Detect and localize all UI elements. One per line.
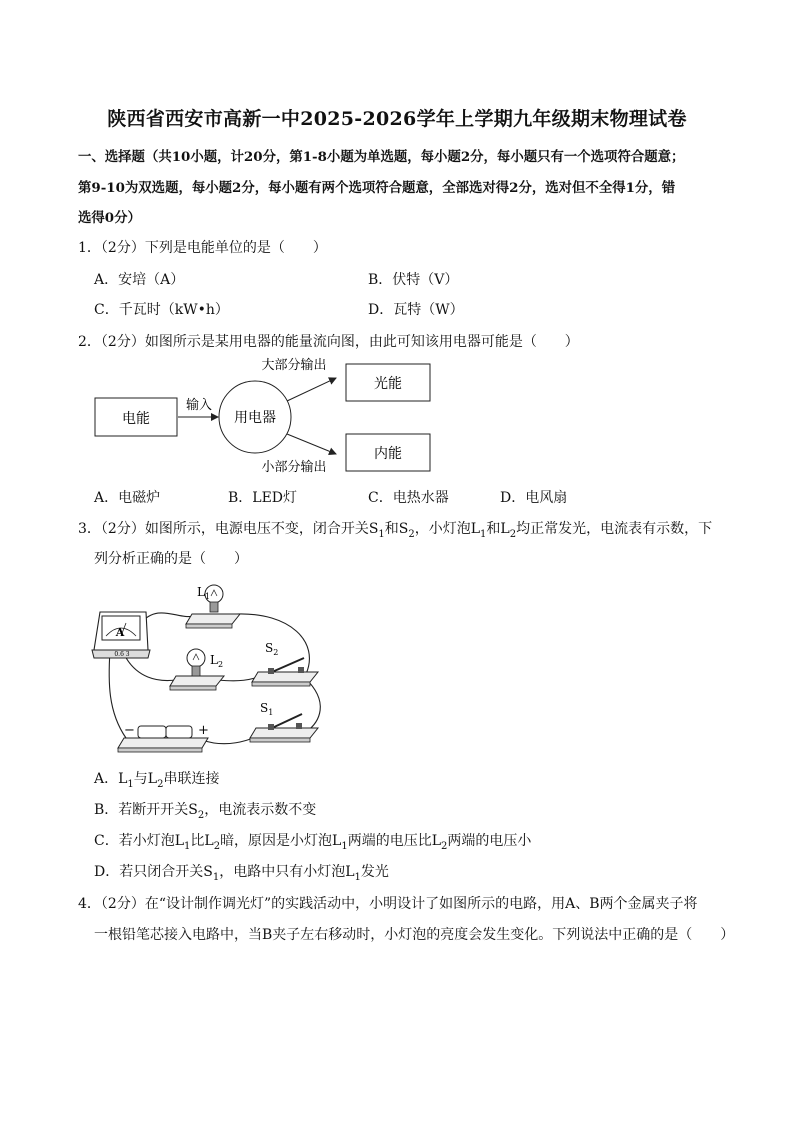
lamp-2-label: $L_2$ (210, 653, 224, 669)
question-1-option-c: C．千瓦时（kW•h） (94, 302, 229, 318)
question-2-option-d: D．电风扇 (500, 490, 568, 506)
wire-ammeter-lamp1 (140, 613, 194, 624)
top-output-arrow (287, 378, 336, 401)
question-3-stem-line-2: 列分析正确的是（ ） (94, 551, 248, 567)
switch-1-label: $S_1$ (260, 701, 274, 717)
switch-2-label: $S_2$ (265, 641, 279, 657)
question-2-option-a: A．电磁炉 (94, 490, 161, 506)
battery (118, 723, 209, 752)
light-energy-label: 光能 (374, 376, 402, 392)
battery-plus: + (198, 723, 209, 738)
bottom-output-arrow (287, 434, 336, 454)
question-1-option-d: D．瓦特（W） (368, 302, 464, 318)
section-header-line-2: 第9-10为双选题，每小题2分，每小题有两个选项符合题意，全部选对得2分，选对但不全得1分，错 (78, 180, 676, 196)
ammeter-letter: A (115, 626, 125, 639)
exam-title: 陕西省西安市高新一中2025-2026学年上学期九年级期末物理试卷 (107, 108, 687, 130)
energy-flow-diagram (0, 348, 794, 480)
bottom-output-label: 小部分输出 (261, 460, 327, 475)
question-2-option-c: C．电热水器 (368, 490, 449, 506)
lamp-1 (186, 585, 240, 628)
question-1-stem: 1．（2分）下列是电能单位的是（ ） (78, 240, 327, 256)
question-3-stem: 3．（2分）如图所示，电源电压不变，闭合开关$S_1$和$S_2$，小灯泡$L_1$和$L_2$均正常发光，电流表有示数，下 (78, 521, 713, 540)
heat-energy-label: 内能 (374, 446, 402, 462)
question-4-stem-line-2: 一根铅笔芯接入电路中，当B夹子左右移动时，小灯泡的亮度会发生变化。下列说法中正确的是（ ） (94, 927, 735, 943)
question-3-option-d: D．若只闭合开关$S_1$，电路中只有小灯泡$L_1$发光 (94, 864, 389, 883)
circuit-figure (0, 572, 794, 758)
device-label: 用电器 (234, 410, 276, 426)
question-4-stem-line-1: 4．（2分）在“设计制作调光灯”的实践活动中，小明设计了如图所示的电路，用A、B两个金属夹子将 (78, 896, 698, 912)
switch-1 (250, 701, 318, 742)
ammeter (92, 612, 150, 658)
question-3-option-c: C．若小灯泡$L_1$比$L_2$暗，原因是小灯泡$L_1$两端的电压比$L_2$两端的电压小 (94, 833, 532, 852)
question-2-stem: 2．（2分）如图所示是某用电器的能量流向图，由此可知该用电器可能是（ ） (78, 334, 579, 350)
question-1-option-b: B．伏特（V） (368, 272, 459, 288)
input-label: 输入 (185, 398, 213, 413)
lamp-2 (170, 649, 224, 690)
section-header-line-1: 一、选择题（共10小题，计20分，第1-8小题为单选题，每小题2分，每小题只有一个选项符合题意； (78, 149, 685, 165)
question-1-option-a: A．安培（A） (94, 272, 185, 288)
question-2-option-b: B．LED灯 (228, 490, 298, 506)
section-header-line-3: 选得0分） (78, 210, 141, 226)
question-3-option-b: B．若断开开关$S_2$，电流表示数不变 (94, 802, 317, 821)
lamp-1-label: $L_1$ (197, 585, 211, 601)
ammeter-terminals: 0.6 3 (114, 651, 130, 658)
top-output-label: 大部分输出 (261, 358, 327, 373)
question-3-option-a: A．$L_1$与$L_2$串联连接 (94, 771, 220, 790)
source-label: 电能 (122, 411, 150, 427)
battery-minus: − (124, 723, 135, 738)
